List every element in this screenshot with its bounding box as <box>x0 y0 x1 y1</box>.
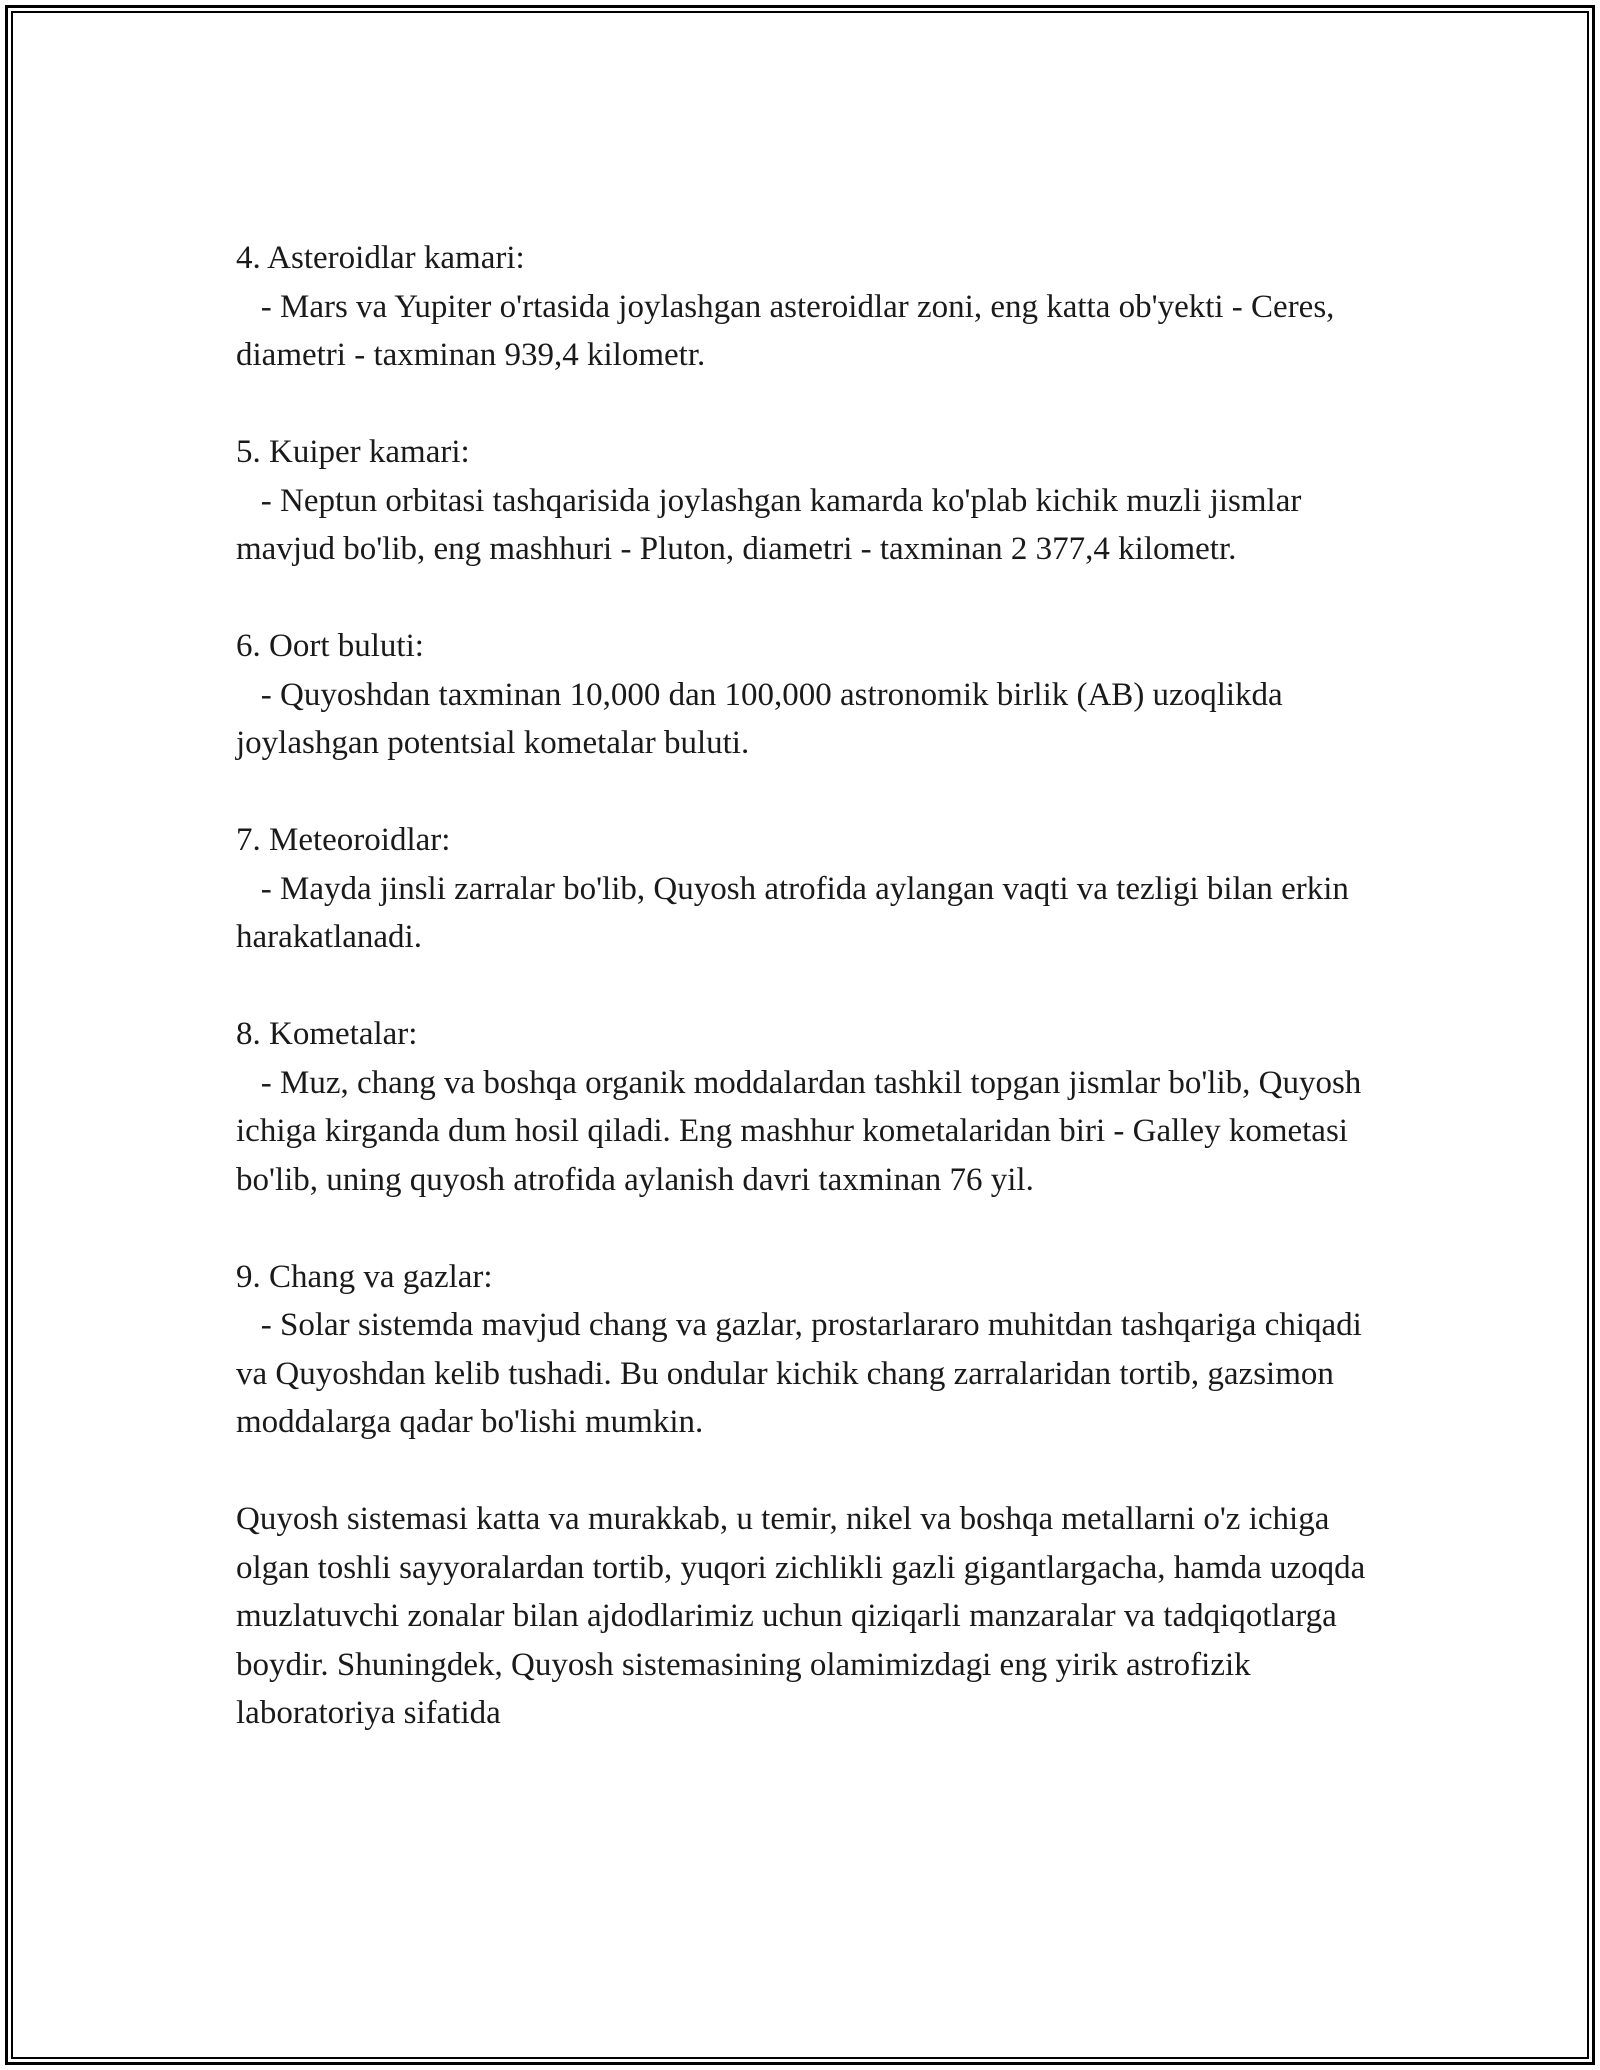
section-heading: 4. Asteroidlar kamari: <box>236 240 525 276</box>
section-text: - Mars va Yupiter o'rtasida joylashgan asteroidlar zoni, eng katta ob'yekti - Ceres, diametri - taxminan 939,4 kilometr. <box>236 288 1343 373</box>
section-text: - Mayda jinsli zarralar bo'lib, Quyosh atrofida aylangan vaqti va tezligi bilan erkin harakatlanadi. <box>236 870 1358 955</box>
section-kuiper-belt <box>236 428 1376 574</box>
closing-paragraph: Quyosh sistemasi katta va murakkab, u temir, nikel va boshqa metallarni o'z ichiga olgan toshli sayyoralardan tortib, yuqori zichlikli gazli gigantlargacha, hamda uzoqda muzlatuvchi zonalar bilan ajdodlarimiz uchun qiziqarli manzaralar va tadqiqotlarga boydir. Shuningdek, Quyosh sistemasining olamimizdagi eng yirik astrofizik laboratoriya sifatida <box>236 1501 1374 1731</box>
section-heading: 8. Kometalar: <box>236 1016 418 1052</box>
section-dust-and-gas <box>236 1253 1376 1447</box>
section-heading: 6. Oort buluti: <box>236 628 424 664</box>
section-heading: 7. Meteoroidlar: <box>236 822 451 858</box>
section-meteoroids <box>236 816 1376 962</box>
section-heading: 5. Kuiper kamari: <box>236 434 470 470</box>
section-oort-cloud <box>236 622 1376 768</box>
document-body <box>236 234 1376 1738</box>
section-heading: 9. Chang va gazlar: <box>236 1258 493 1295</box>
section-asteroid-belt <box>236 234 1376 380</box>
section-text: - Solar sistemda mavjud chang va gazlar, prostarlararo muhitdan tashqariga chiqadi va Quyoshdan kelib tushadi. Bu ondular kichik chang zarralaridan tortib, gazsimon moddalarga qadar bo'lishi mumkin. <box>236 1307 1371 1440</box>
section-text: - Quyoshdan taxminan 10,000 dan 100,000 astronomik birlik (AB) uzoqlikda joylashgan potentsial kometalar buluti. <box>236 676 1291 761</box>
section-comets <box>236 1010 1376 1204</box>
section-text: - Muz, chang va boshqa organik moddalardan tashkil topgan jismlar bo'lib, Quyosh ichiga kirganda dum hosil qiladi. Eng mashhur kometalaridan biri - Galley kometasi bo'lib, uning quyosh atrofida aylanish davri taxminan 76 yil. <box>236 1064 1370 1198</box>
section-text: - Neptun orbitasi tashqarisida joylashgan kamarda ko'plab kichik muzli jismlar mavjud bo'lib, eng mashhuri - Pluton, diametri - taxminan 2 377,4 kilometr. <box>236 482 1310 567</box>
